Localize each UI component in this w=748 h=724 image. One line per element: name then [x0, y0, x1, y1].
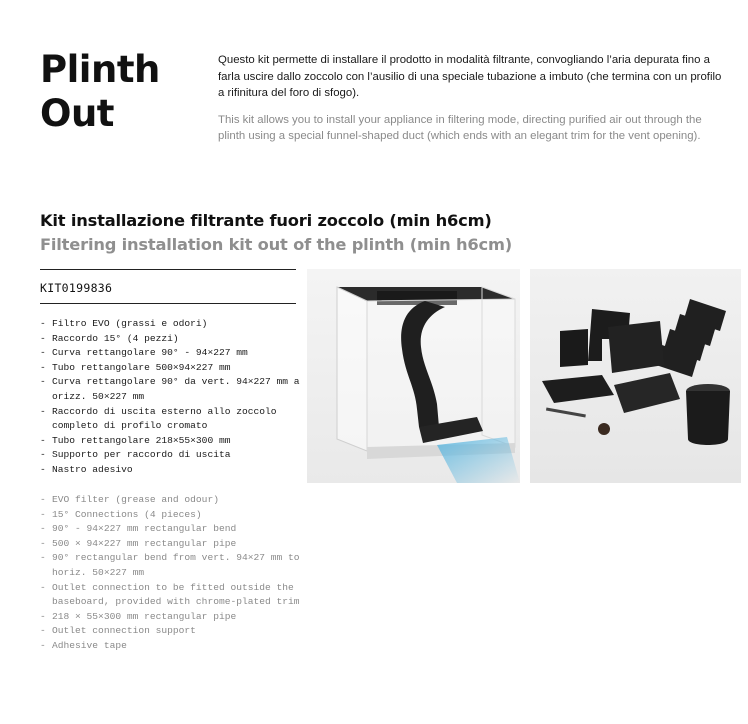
- intro-section: [218, 52, 728, 145]
- list-item: - Raccordo 15° (4 pezzi): [40, 332, 300, 347]
- divider-top: [40, 269, 296, 270]
- list-item: - Outlet connection support: [40, 624, 300, 639]
- list-item: - Tubo rettangolare 218×55×300 mm: [40, 434, 300, 449]
- list-item: - Curva rettangolare 90° - 94×227 mm: [40, 346, 300, 361]
- kit-title-english: Filtering installation kit out of the plinth (min h6cm): [40, 235, 512, 254]
- adhesive-tape: [598, 423, 610, 435]
- page-title: [40, 48, 160, 136]
- evo-filter: [686, 391, 730, 445]
- intro-english: This kit allows you to install your appliance in filtering mode, directing purified air out through the plinth using a special funnel-shaped duct (which ends with an elegant trim for the vent opening).: [218, 113, 702, 142]
- installation-photo: [307, 269, 520, 483]
- flat-pipe: [614, 373, 680, 413]
- components-illustration: [530, 269, 741, 483]
- intro-italian: Questo kit permette di installare il prodotto in modalità filtrante, convogliando l’aria depurata fino a farla uscire dallo zoccolo con l’ausilio di una speciale tubazione a imbuto (che termina con un profilo a rifinitura del foro di sfogo).: [218, 54, 722, 99]
- list-item: - Tubo rettangolare 500×94×227 mm: [40, 361, 300, 376]
- list-item: - 218 × 55×300 mm rectangular pipe: [40, 610, 300, 625]
- outlet-connection: [542, 375, 614, 403]
- list-item: - Supporto per raccordo di uscita: [40, 448, 300, 463]
- rectangular-bend: [560, 329, 588, 367]
- installation-illustration: [307, 269, 520, 483]
- list-item: - Nastro adesivo: [40, 463, 300, 478]
- chrome-trim: [546, 408, 586, 418]
- title-line-1: Plinth: [40, 48, 160, 91]
- kit-code: KIT0199836: [40, 281, 113, 295]
- list-item: - 90° - 94×227 mm rectangular bend: [40, 522, 300, 537]
- list-item: - Outlet connection to be fitted outside the baseboard, provided with chrome-plated trim: [40, 581, 300, 610]
- list-item: - EVO filter (grease and odour): [40, 493, 300, 508]
- list-item: - 90° rectangular bend from vert. 94×27 mm to horiz. 50×227 mm: [40, 551, 300, 580]
- kit-title-italian: Kit installazione filtrante fuori zoccolo (min h6cm): [40, 211, 492, 230]
- list-item: - Raccordo di uscita esterno allo zoccolo completo di profilo cromato: [40, 405, 300, 434]
- list-item: - Filtro EVO (grassi e odori): [40, 317, 300, 332]
- airflow: [437, 437, 520, 483]
- list-item: - 500 × 94×227 mm rectangular pipe: [40, 537, 300, 552]
- list-item: - Curva rettangolare 90° da vert. 94×227 mm a orizz. 50×227 mm: [40, 375, 300, 404]
- title-line-2: Out: [40, 92, 114, 135]
- list-item: - 15° Connections (4 pieces): [40, 508, 300, 523]
- components-list-italian: [40, 317, 300, 478]
- components-list-english: [40, 493, 300, 654]
- cabinet-side-left: [337, 287, 367, 451]
- divider-bottom: [40, 303, 296, 304]
- components-photo: [530, 269, 741, 483]
- connections-15deg: [656, 299, 726, 377]
- list-item: - Adhesive tape: [40, 639, 300, 654]
- rectangular-pipe: [608, 321, 664, 373]
